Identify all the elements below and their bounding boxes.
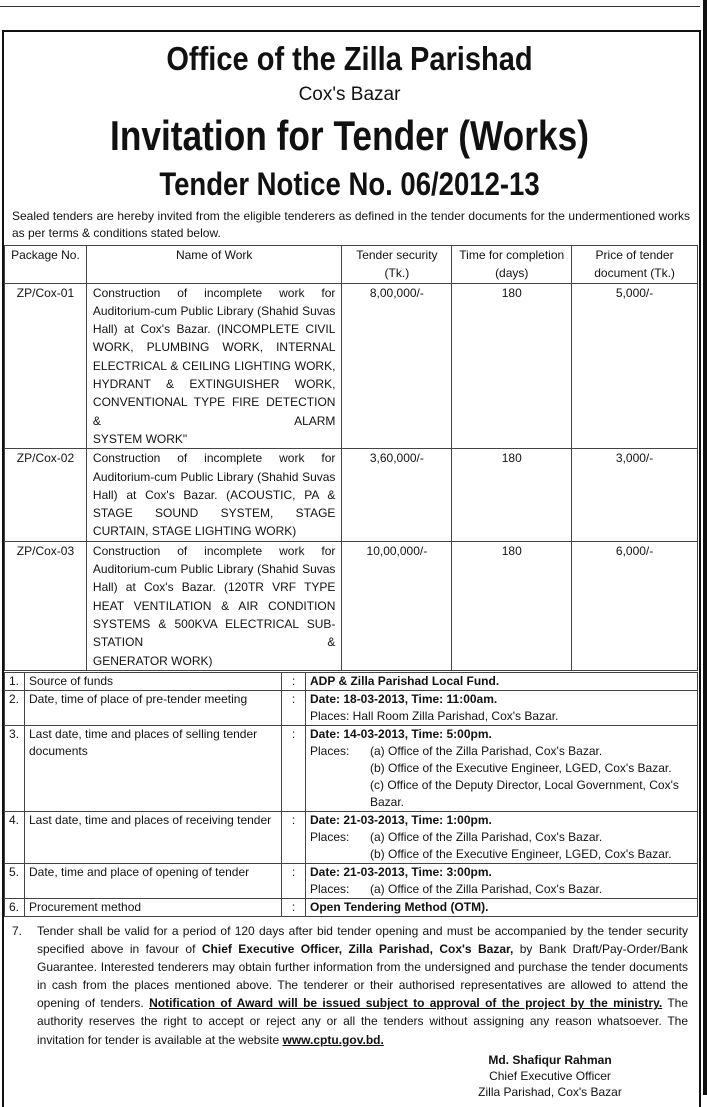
- date-time: Date: 18-03-2013, Time: 11:00am.: [310, 692, 498, 706]
- row-number: 1.: [5, 673, 25, 691]
- scan-edge-bar: [703, 0, 707, 1095]
- tender-security: 8,00,000/-: [342, 283, 452, 449]
- tender-security: 10,00,000/-: [342, 541, 452, 670]
- office-heading: Office of the Zilla Parishad: [166, 40, 533, 77]
- row-colon: :: [282, 726, 306, 812]
- place-a-text: (a) Office of the Zilla Parishad, Cox's Bazar.: [370, 830, 603, 844]
- terms-part-2: by Bank Draft/Pay-Order/Bank Guarantee. Interested tenderers may obtain further information from the undersigned and purchase the tender documents in cash from the places mentioned above. The tenderer or their authorised representatives are allowed to attend the opening of tenders.: [37, 942, 688, 1011]
- completion-days: 180: [452, 449, 572, 541]
- row-number: 2.: [5, 691, 25, 726]
- works-table: [4, 245, 698, 671]
- tender-security-payee: Chief Executive Officer, Zilla Parishad, Cox's Bazar,: [201, 942, 514, 957]
- top-rule: [0, 6, 700, 7]
- completion-days: 180: [452, 283, 572, 449]
- work-name-last: CURTAIN, STAGE LIGHTING WORK): [92, 524, 297, 539]
- info-row: [5, 864, 698, 899]
- place-c: (c) Office of the Deputy Director, Local Government, Cox's Bazar.: [370, 778, 679, 809]
- terms-part-3: The authority reserves the right to accept or reject any or all the tenders without assigning any reason whatsoever. The invitation for tender is available at the website: [37, 996, 689, 1047]
- signatory-office: Zilla Parishad, Cox's Bazar: [478, 1085, 622, 1099]
- terms-paragraph: [12, 922, 688, 1049]
- date-time: Date: 21-03-2013, Time: 1:00pm.: [310, 813, 492, 827]
- intro-paragraph: Sealed tenders are hereby invited from the eligible tenderers as defined in the tender documents for the undermentioned works as per terms & conditions stated below.: [12, 209, 690, 240]
- terms-number: 7.: [12, 924, 23, 938]
- receiving-tender-value: [306, 812, 698, 864]
- table-header-row: [5, 246, 698, 284]
- package-no: ZP/Cox-01: [5, 283, 87, 449]
- document-price: 6,000/-: [572, 541, 698, 670]
- opening-tender-value: [306, 864, 698, 899]
- website-link[interactable]: www.cptu.gov.bd.: [282, 1032, 384, 1047]
- place-a-text: (a) Office of the Zilla Parishad, Cox's Bazar.: [370, 744, 603, 758]
- row-label: Source of funds: [25, 673, 282, 691]
- row-number: 5.: [5, 864, 25, 899]
- pre-tender-meeting-value: [306, 691, 698, 726]
- package-no: ZP/Cox-03: [5, 541, 87, 670]
- location-subheading: Cox's Bazar: [298, 84, 401, 105]
- place: Places: Hall Room Zilla Parishad, Cox's Bazar.: [310, 709, 559, 723]
- signatory-designation: Chief Executive Officer: [489, 1069, 611, 1083]
- row-number: 3.: [5, 726, 25, 812]
- header-time: Time for completion (days): [452, 246, 572, 284]
- terms-part-1: Tender shall be valid for a period of 120 days after bid tender opening and must be accompanied by the tender security specified above in favour of: [37, 924, 688, 957]
- signatory-name: Md. Shafiqur Rahman: [488, 1053, 612, 1067]
- work-name-last: GENERATOR WORK): [92, 653, 213, 668]
- selling-documents-value: [306, 726, 698, 812]
- work-name-last: SYSTEM WORK": [92, 431, 188, 446]
- row-colon: :: [282, 864, 306, 899]
- row-colon: :: [282, 673, 306, 691]
- tender-security: 3,60,000/-: [342, 449, 452, 541]
- row-label: Date, time of place of pre-tender meeting: [25, 691, 282, 726]
- date-time: Date: 14-03-2013, Time: 5:00pm.: [310, 727, 492, 741]
- row-label: Date, time and place of opening of tender: [25, 864, 282, 899]
- places-label: Places:: [310, 882, 350, 896]
- places-label: Places:: [310, 744, 350, 758]
- source-of-funds-value: ADP & Zilla Parishad Local Fund.: [306, 673, 698, 691]
- header-price: Price of tender document (Tk.): [572, 246, 698, 284]
- places-label: Places:: [310, 830, 350, 844]
- info-row: [5, 726, 698, 812]
- document-price: 5,000/-: [572, 283, 698, 449]
- place-b: (b) Office of the Executive Engineer, LGED, Cox's Bazar.: [370, 847, 672, 861]
- row-colon: :: [282, 899, 306, 917]
- row-label: Procurement method: [25, 899, 282, 917]
- row-colon: :: [282, 812, 306, 864]
- work-name: [86, 449, 342, 541]
- work-name-main: Construction of incomplete work for Auditorium-cum Public Library (Shahid Suvas Hall) at Cox's Bazar. (ACOUSTIC, PA & STAGE SOUND SYSTEM, STAGE: [92, 451, 336, 521]
- award-notice: Notification of Award will be issued subject to approval of the project by the ministry.: [149, 996, 663, 1011]
- date-time: Date: 21-03-2013, Time: 3:00pm.: [310, 865, 492, 879]
- row-label: Last date, time and places of selling tender documents: [25, 726, 282, 812]
- place-a: [310, 881, 693, 898]
- procurement-method-value: Open Tendering Method (OTM).: [306, 899, 698, 917]
- info-row: [5, 899, 698, 917]
- row-label: Last date, time and places of receiving tender: [25, 812, 282, 864]
- row-number: 4.: [5, 812, 25, 864]
- table-row: [5, 541, 698, 670]
- row-colon: :: [282, 691, 306, 726]
- table-row: [5, 283, 698, 449]
- info-row: [5, 812, 698, 864]
- document-price: 3,000/-: [572, 449, 698, 541]
- work-name: [86, 541, 342, 670]
- terms-text: [37, 922, 688, 1049]
- tender-info-table: [4, 672, 698, 917]
- page-title: Invitation for Tender (Works): [110, 112, 589, 159]
- header-package: Package No.: [5, 246, 87, 284]
- header-name: Name of Work: [86, 246, 342, 284]
- header-security: Tender security (Tk.): [342, 246, 452, 284]
- place-a-text: (a) Office of the Zilla Parishad, Cox's Bazar.: [370, 882, 603, 896]
- work-name-main: Construction of incomplete work for Auditorium-cum Public Library (Shahid Suvas Hall) at Cox's Bazar. (INCOMPLETE CIVIL WORK, PLUMBING WORK, INTERNAL ELECTRICAL & CEILING LIGHTING WORK, HYDRANT & EXTINGUISHER WORK, CONVENTIONAL TYPE FIRE DETECTION & ALARM: [92, 285, 336, 428]
- work-name: [86, 283, 342, 449]
- work-name-main: Construction of incomplete work for Auditorium-cum Public Library (Shahid Suvas Hall) at Cox's Bazar. (120TR VRF TYPE HEAT VENTILATION & AIR CONDITION SYSTEMS & 500KVA ELECTRICAL SUB-STATION &: [92, 543, 336, 650]
- table-row: [5, 449, 698, 541]
- info-row: [5, 673, 698, 691]
- notice-number: Tender Notice No. 06/2012-13: [159, 166, 540, 202]
- place-a: [310, 743, 693, 760]
- place-b: (b) Office of the Executive Engineer, LGED, Cox's Bazar.: [370, 761, 672, 775]
- info-row: [5, 691, 698, 726]
- completion-days: 180: [452, 541, 572, 670]
- row-number: 6.: [5, 899, 25, 917]
- signature-block: [430, 1052, 670, 1100]
- place-a: [310, 829, 693, 846]
- package-no: ZP/Cox-02: [5, 449, 87, 541]
